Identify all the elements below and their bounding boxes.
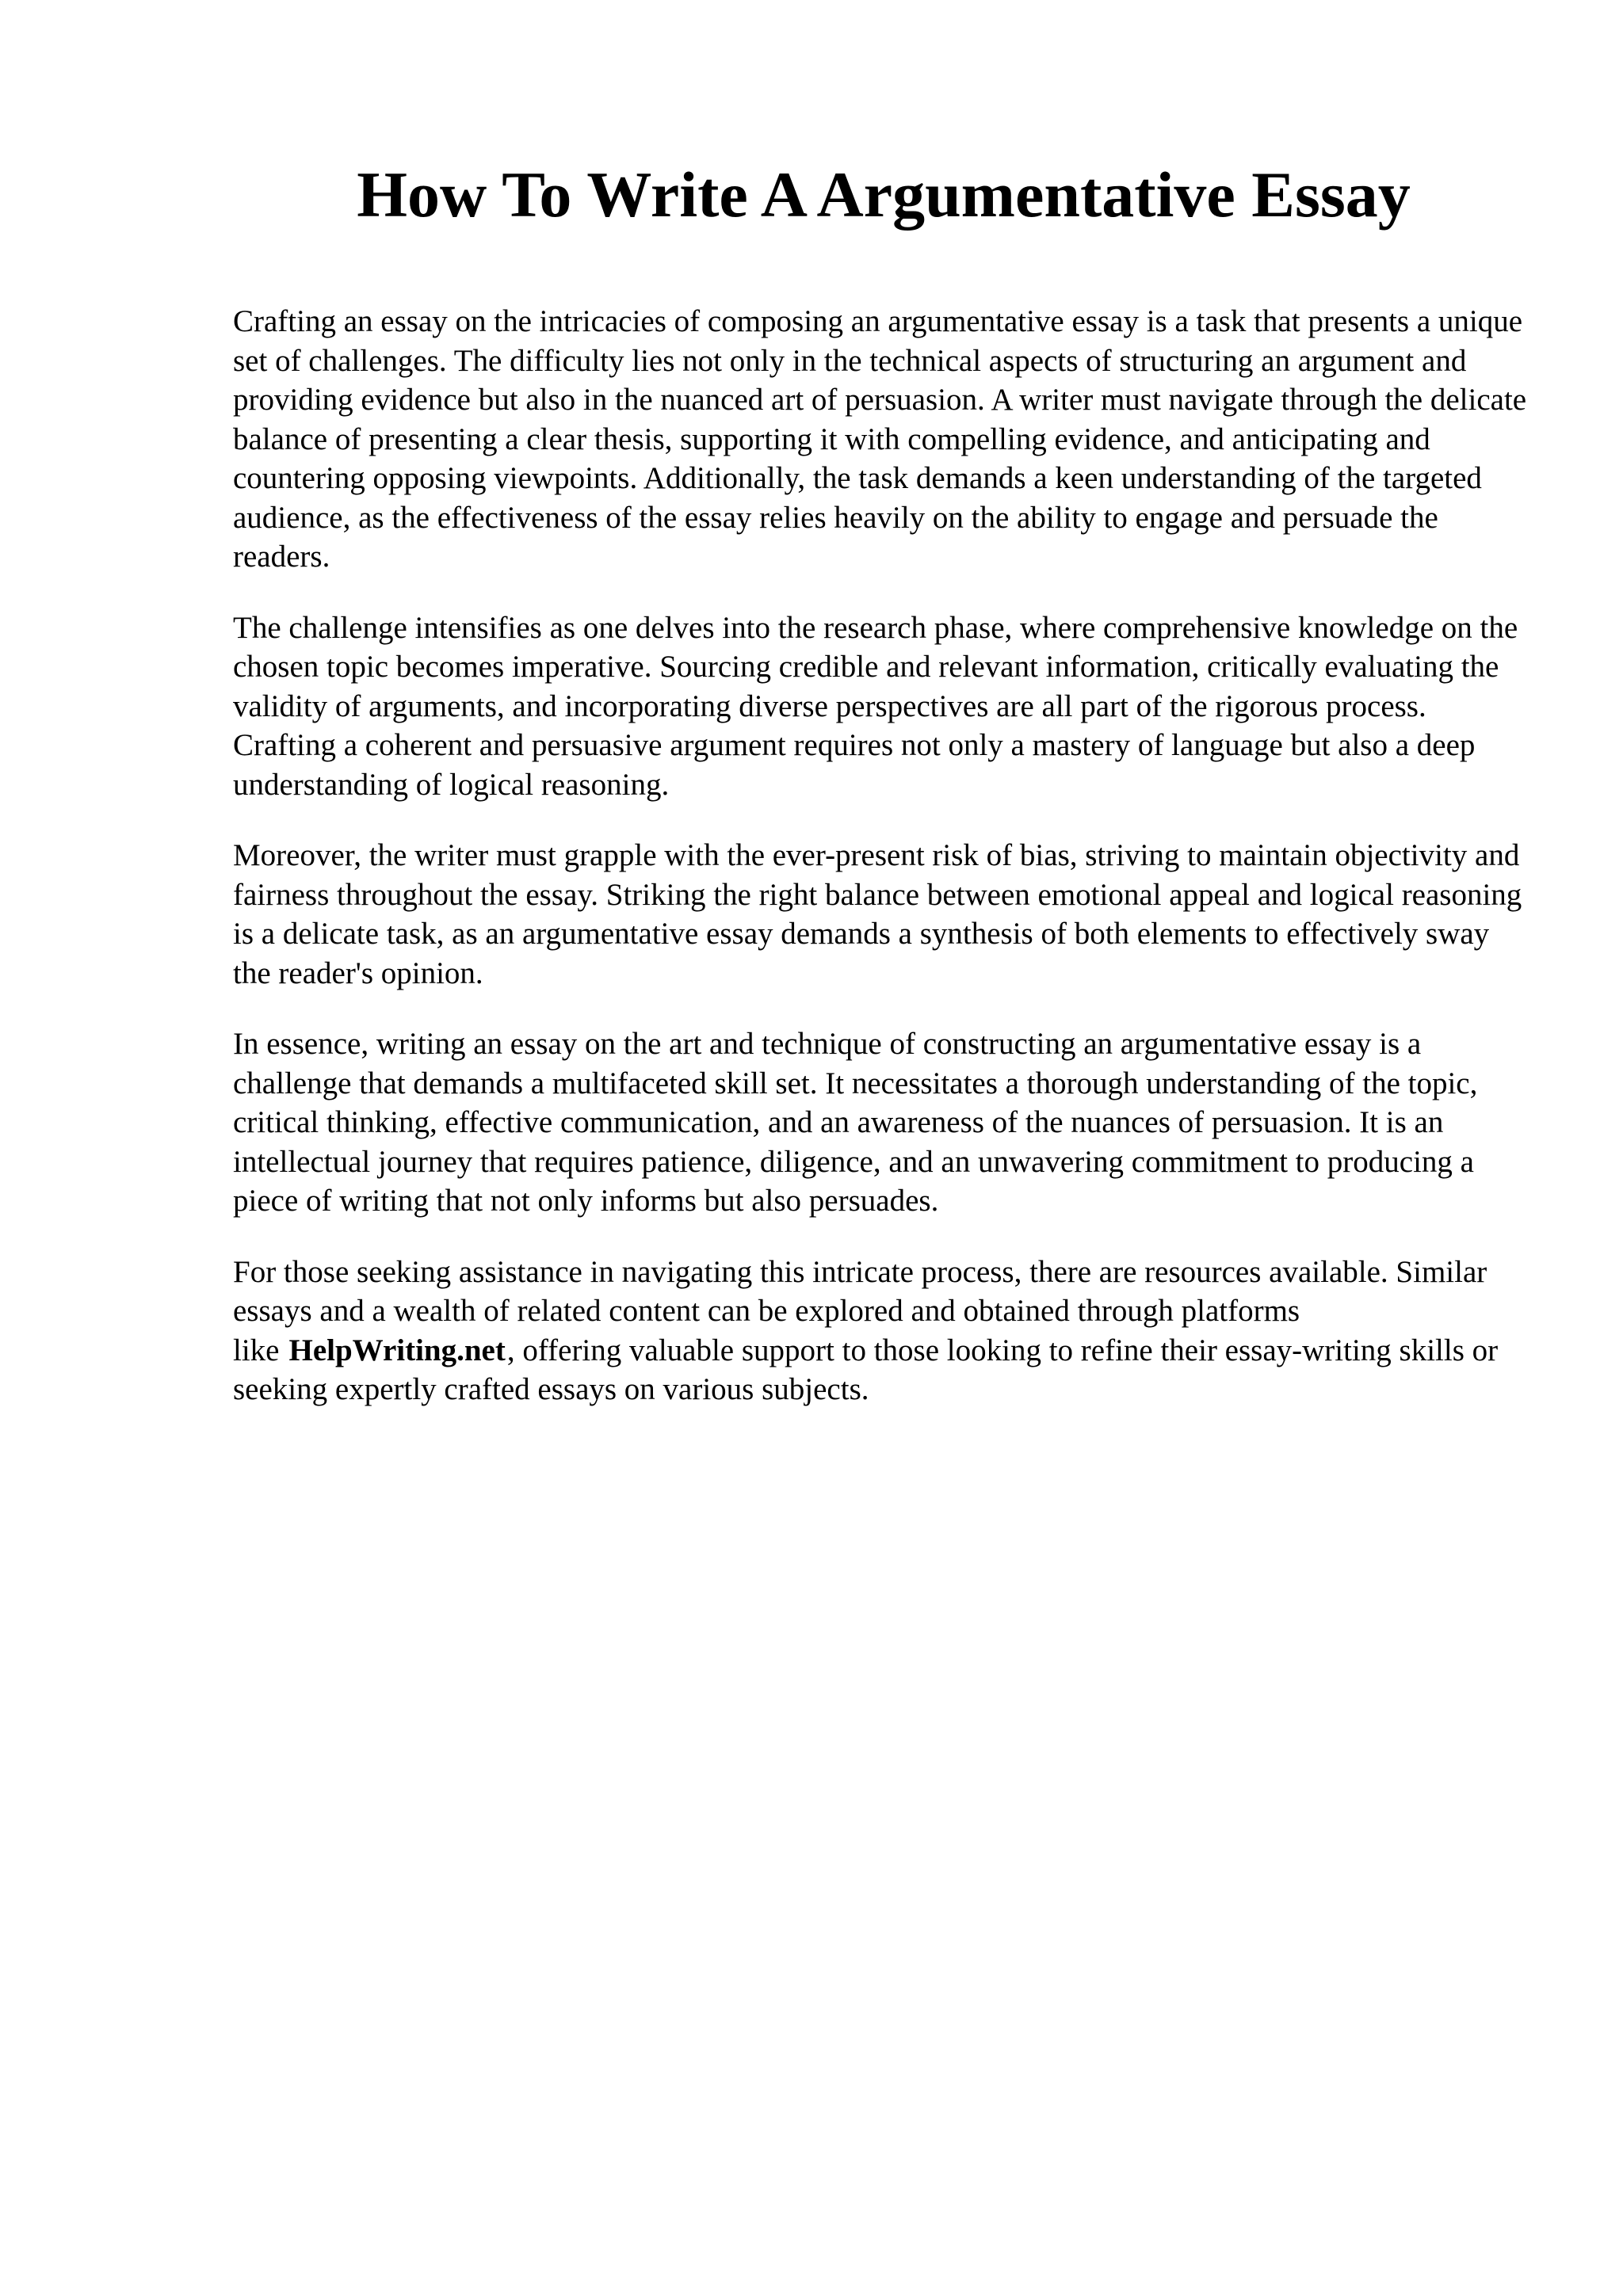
paragraph-1: Crafting an essay on the intricacies of composing an argumentative essay is a task that presents a unique set of challenges. The difficulty lies not only in the technical aspects of structuring an argument and providing evidence but also in the nuanced art of persuasion. A writer must navigate through the delicate balance of presenting a clear thesis, supporting it with compelling evidence, and anticipating and countering opposing viewpoints. Additionally, the task demands a keen understanding of the targeted audience, as the effectiveness of the essay relies heavily on the ability to engage and persuade the readers.	[233, 304, 1527, 574]
paragraph-5-lead-text: For those seeking assistance in navigating this intricate process, there are resources available. Similar essays and a wealth of related content can be explored and obtained through platforms like	[233, 1254, 1487, 1367]
paragraph-2: The challenge intensifies as one delves into the research phase, where comprehensive knowledge on the chosen topic becomes imperative. Sourcing credible and relevant information, critically evaluating the validity of arguments, and incorporating diverse perspectives are all part of the rigorous process. Crafting a coherent and persuasive argument requires not only a mastery of language but also a deep understanding of logical reasoning.	[233, 610, 1518, 802]
paragraph-5-trailing-text: , offering valuable support to those looking to refine their essay-writing skills or seeking expertly crafted essays on various subjects.	[233, 1333, 1499, 1406]
document-title: How To Write A Argumentative Essay	[357, 158, 1411, 231]
helpwriting-link[interactable]: HelpWriting.net	[288, 1333, 506, 1367]
paragraph-3: Moreover, the writer must grapple with the ever-present risk of bias, striving to maintain objectivity and fairness throughout the essay. Striking the right balance between emotional appeal and logical reasoning is a delicate task, as an argumentative essay demands a synthesis of both elements to effectively sway the reader's opinion.	[233, 838, 1522, 990]
paragraph-4: In essence, writing an essay on the art and technique of constructing an argumentative essay is a challenge that demands a multifaceted skill set. It necessitates a thorough understanding of the topic, critical thinking, effective communication, and an awareness of the nuances of persuasion. It is an intellectual journey that requires patience, diligence, and an unwavering commitment to producing a piece of writing that not only informs but also persuades.	[233, 1027, 1478, 1218]
document-body	[233, 302, 1533, 1441]
paragraph-5	[233, 1253, 1533, 1409]
